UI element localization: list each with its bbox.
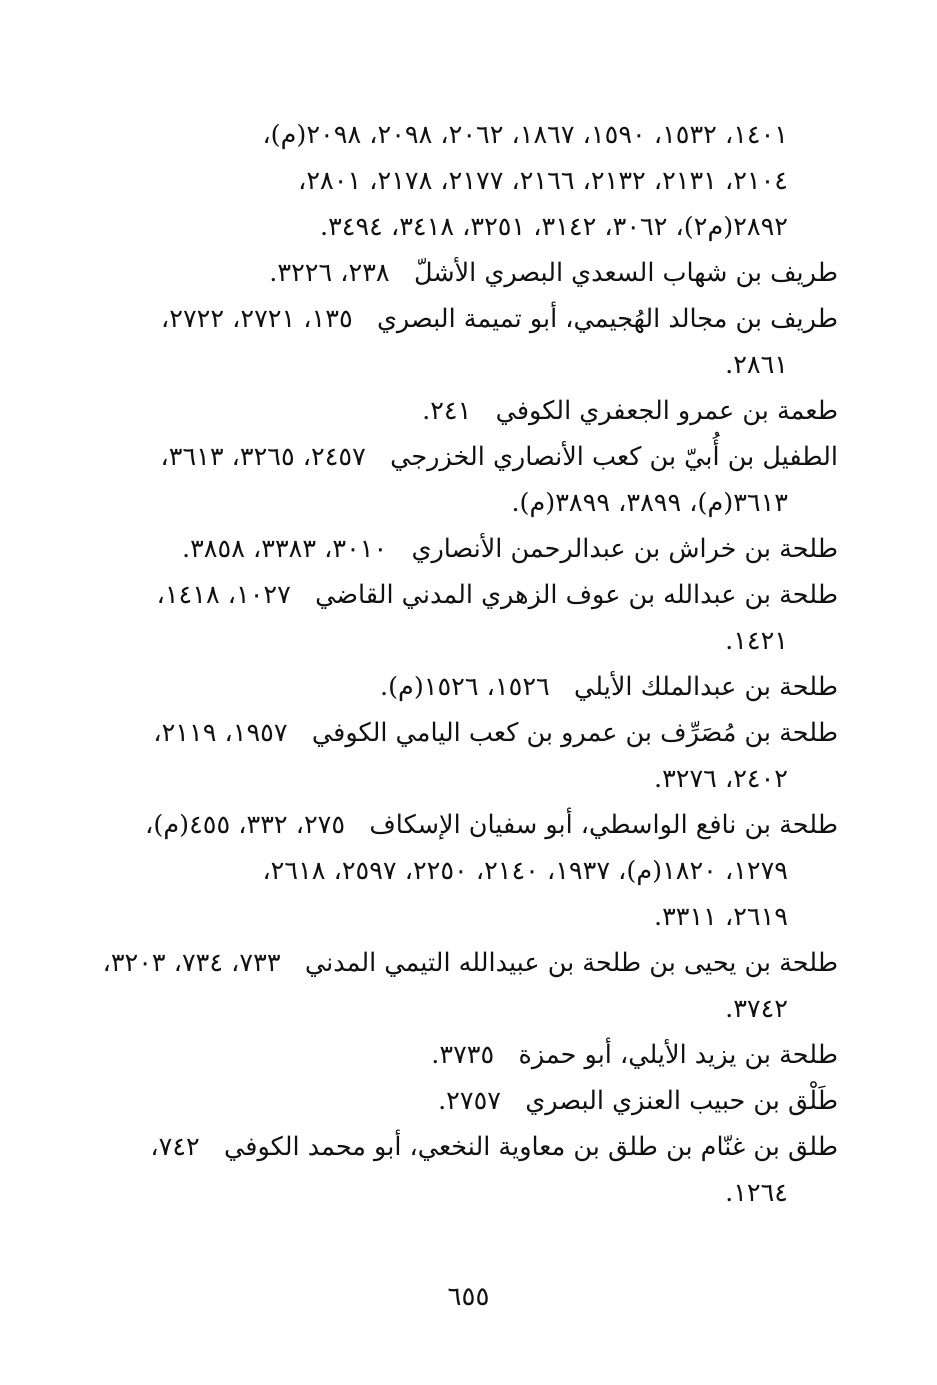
entry-name: طَلْق بن حبيب العنزي البصري <box>525 1086 838 1116</box>
entry-refs: ١٩٥٧، ٢١١٩، <box>153 718 288 748</box>
entry-name: طريف بن شهاب السعدي البصري الأشلّ <box>413 258 838 288</box>
entry-name: طلحة بن يحيى بن طلحة بن عبيدالله التيمي المدني <box>304 948 838 978</box>
entry-refs: ٢٧٥، ٣٣٢، ٤٥٥(م)، <box>145 810 346 840</box>
entry-refs: ٣٧٣٥. <box>431 1040 495 1070</box>
continuation-line: ٢١٠٤، ٢١٣١، ٢١٣٢، ٢١٦٦، ٢١٧٧، ٢١٧٨، ٢٨٠١، <box>298 166 788 196</box>
entry-refs-continued: ٢٦١٩، ٣٣١١. <box>653 902 788 932</box>
entry-refs-continued: ١٢٧٩، ١٨٢٠(م)، ١٩٣٧، ٢١٤٠، ٢٢٥٠، ٢٥٩٧، ٢٦١٨، <box>262 856 788 886</box>
entry-name: طلحة بن يزيد الأيلي، أبو حمزة <box>518 1040 838 1070</box>
index-entry <box>100 664 838 710</box>
entry-name: طلحة بن عبدالملك الأيلي <box>574 672 838 702</box>
entry-refs: ١٠٢٧، ١٤١٨، <box>156 580 291 610</box>
continuation-line: ١٤٠١، ١٥٣٢، ١٥٩٠، ١٨٦٧، ٢٠٦٢، ٢٠٩٨، ٢٠٩٨(م)، <box>262 120 788 150</box>
index-entry <box>100 940 838 1032</box>
index-entry <box>100 1124 838 1216</box>
entry-name: طلحة بن مُصَرِّف بن عمرو بن كعب اليامي الكوفي <box>311 718 838 748</box>
index-entry <box>100 296 838 388</box>
entry-refs-continued: ٣٦١٣(م)، ٣٨٩٩، ٣٨٩٩(م). <box>511 488 788 518</box>
index-entry <box>100 1032 838 1078</box>
index-entry <box>100 526 838 572</box>
index-entry <box>100 388 838 434</box>
index-entry <box>100 802 838 940</box>
entry-name: طلحة بن عبدالله بن عوف الزهري المدني القاضي <box>315 580 838 610</box>
continuation-entry <box>100 112 838 250</box>
index-entries <box>100 112 838 1216</box>
entry-refs-continued: ١٢٦٤. <box>725 1178 788 1208</box>
entry-refs: ١٥٢٦، ١٥٢٦(م). <box>379 672 550 702</box>
entry-refs-continued: ٢٤٠٢، ٣٢٧٦. <box>653 764 788 794</box>
index-entry <box>100 434 838 526</box>
entry-refs-continued: ١٤٢١. <box>725 626 788 656</box>
entry-refs: ٧٣٣، ٧٣٤، ٣٢٠٣، <box>102 948 281 978</box>
entry-name: طلحة بن خراش بن عبدالرحمن الأنصاري <box>411 534 838 564</box>
entry-refs: ٢٣٨، ٣٢٢٦. <box>269 258 390 288</box>
entry-refs: ٢٤١. <box>422 396 472 426</box>
continuation-line: ٢٨٩٢(م٢)، ٣٠٦٢، ٣١٤٢، ٣٢٥١، ٣٤١٨، ٣٤٩٤. <box>319 212 788 242</box>
entry-refs: ٧٤٢، <box>150 1132 200 1162</box>
entry-refs: ٢٧٥٧. <box>438 1086 501 1116</box>
index-entry <box>100 572 838 664</box>
index-entry <box>100 1078 838 1124</box>
entry-refs: ١٣٥، ٢٧٢١، ٢٧٢٢، <box>161 304 353 334</box>
entry-refs: ٢٤٥٧، ٣٢٦٥، ٣٦١٣، <box>160 442 366 472</box>
page-number: ٦٥٥ <box>447 1282 490 1312</box>
entry-refs: ٣٠١٠، ٣٣٨٣، ٣٨٥٨. <box>182 534 388 564</box>
entry-name: طلق بن غنّام بن طلق بن معاوية النخعي، أبو محمد الكوفي <box>224 1132 838 1162</box>
entry-name: طعمة بن عمرو الجعفري الكوفي <box>495 396 838 426</box>
index-entry <box>100 250 838 296</box>
entry-refs-continued: ٣٧٤٢. <box>725 994 788 1024</box>
entry-refs-continued: ٢٨٦١. <box>725 350 788 380</box>
entry-name: طلحة بن نافع الواسطي، أبو سفيان الإسكاف <box>369 810 838 840</box>
entry-name: طريف بن مجالد الهُجيمي، أبو تميمة البصري <box>376 304 838 334</box>
index-entry <box>100 710 838 802</box>
entry-name: الطفيل بن أُبيّ بن كعب الأنصاري الخزرجي <box>390 442 838 472</box>
